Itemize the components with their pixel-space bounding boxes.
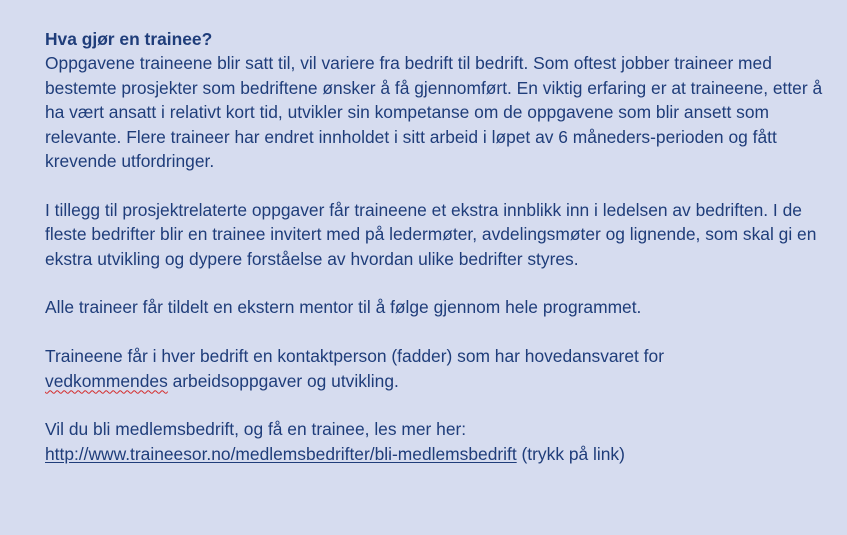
paragraph-contact-person xyxy=(45,344,835,393)
contact-rest: arbeidsoppgaver og utvikling. xyxy=(167,370,399,391)
paragraph-spacer xyxy=(45,173,835,197)
link-suffix: (trykk på link) xyxy=(516,443,625,464)
document-body xyxy=(45,27,835,466)
heading: Hva gjør en trainee? xyxy=(45,29,213,49)
paragraph-spacer xyxy=(45,271,835,295)
contact-line: Traineene får i hver bedrift en kontaktperson (fadder) som har hovedansvaret for xyxy=(45,346,664,367)
membership-link[interactable]: http://www.traineesor.no/medlemsbedrifter/bli-medlemsbedrift xyxy=(45,443,517,464)
paragraph-mentor: Alle traineer får tildelt en ekstern mentor til å følge gjennom hele programmet. xyxy=(45,297,642,318)
paragraph-spacer xyxy=(45,320,835,344)
paragraph-management: I tillegg til prosjektrelaterte oppgaver får traineene et ekstra innblikk inn i ledelsen av bedriften. I de fleste bedrifter blir en trainee invitert med på ledermøter, avdelingsmøter og lignende, som skal gi en ekstra utvikling og dypere forståelse av hvordan ulike bedrifter styres. xyxy=(45,199,817,269)
paragraph-spacer xyxy=(45,393,835,417)
misspelled-word[interactable]: vedkommendes xyxy=(45,370,168,391)
paragraph-membership xyxy=(45,417,835,466)
membership-text: Vil du bli medlemsbedrift, og få en trainee, les mer her: xyxy=(45,419,467,440)
paragraph-tasks: Oppgavene traineene blir satt til, vil variere fra bedrift til bedrift. Som oftest jobber traineer med bestemte prosjekter som bedriftene ønsker å få gjennomført. En viktig erfaring er at traineene, etter å ha vært ansatt i relativt kort tid, utvikler sin kompetanse om de oppgavene som blir ansett som relevante. Flere traineer har endret innholdet i sitt arbeid i løpet av 6 måneders-perioden og fått krevende utfordringer. xyxy=(45,53,823,172)
